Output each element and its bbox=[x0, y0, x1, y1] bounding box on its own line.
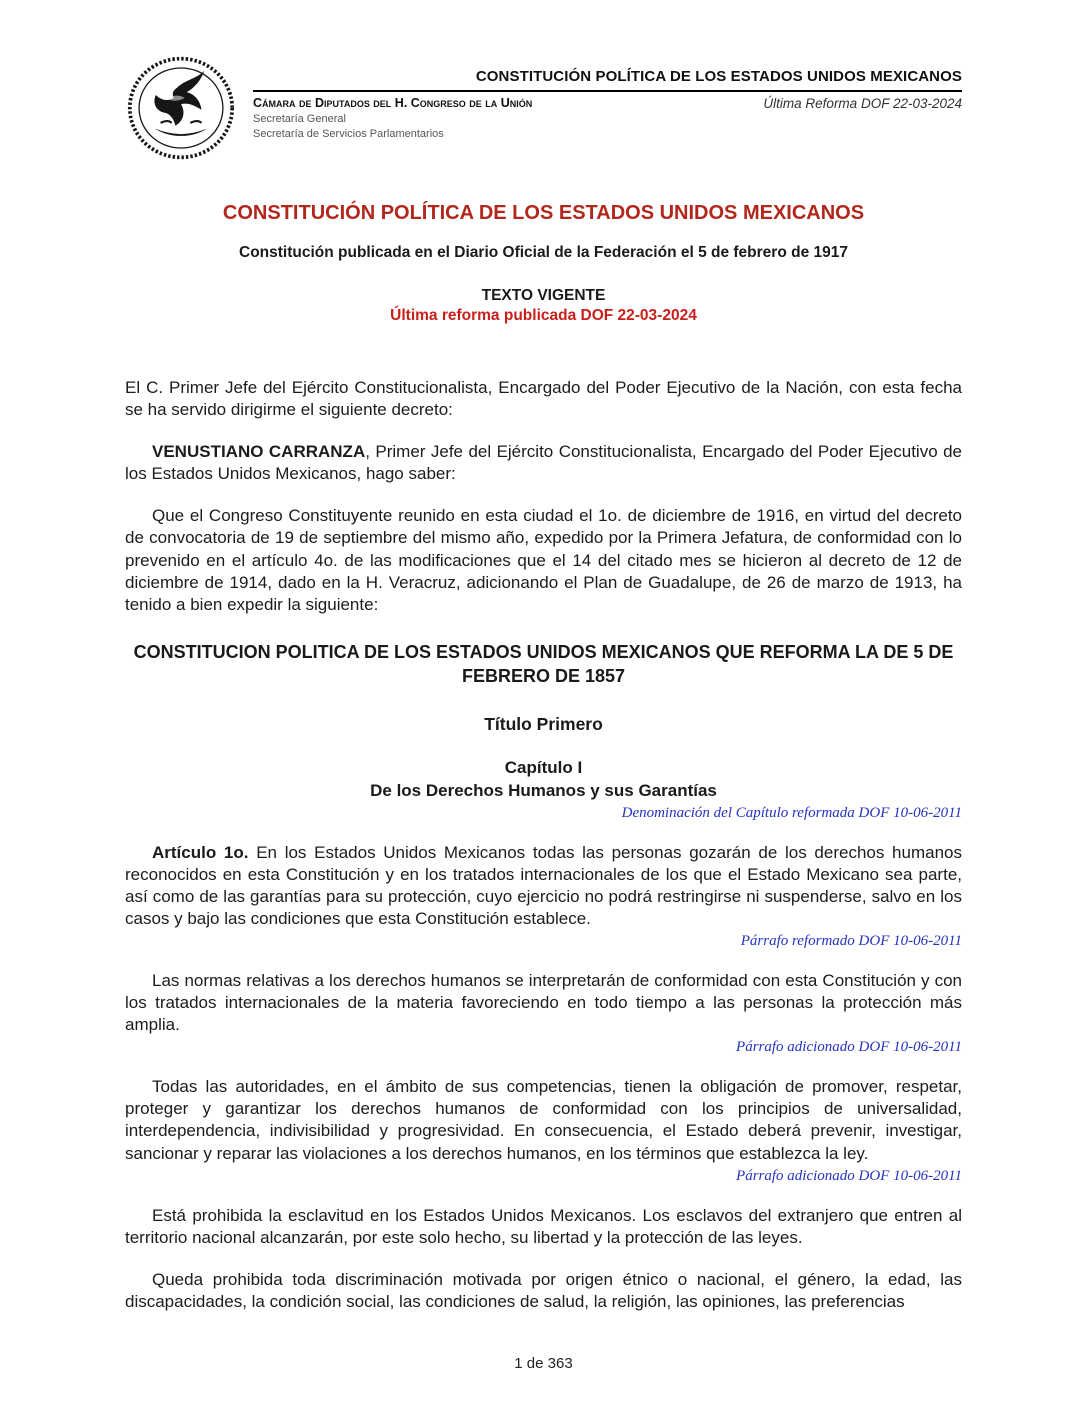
reform-annotation-p6: Párrafo adicionado DOF 10-06-2011 bbox=[736, 1167, 962, 1184]
secretariat-general: Secretaría General bbox=[253, 113, 346, 125]
carranza-name: VENUSTIANO CARRANZA bbox=[152, 442, 366, 462]
articulo-1-paragraph bbox=[125, 842, 962, 930]
reform-annotation-p5: Párrafo adicionado DOF 10-06-2011 bbox=[736, 1039, 962, 1056]
capitulo-subheading: De los Derechos Humanos y sus Garantías bbox=[370, 780, 717, 800]
ultima-reforma-label: Última reforma publicada DOF 22-03-2024 bbox=[390, 307, 697, 324]
mexican-coat-of-arms-icon bbox=[125, 54, 237, 162]
reform-annotation-art1: Párrafo reformado DOF 10-06-2011 bbox=[740, 933, 962, 949]
chamber-name: Cámara de Diputados del H. Congreso de la Unión bbox=[253, 96, 533, 110]
congress-paragraph: Que el Congreso Constituyente reunido en esta ciudad el 1o. de diciembre de 1916, en virtud del decreto de convocatoria de 19 de septiembre del mismo año, expedido por la Primera Jefatura, de conformidad con lo prevenido en el artículo 4o. de las modificaciones que el 14 del citado mes se hicieron al decreto de 12 de diciembre de 1914, dado en la H. Veracruz, adicionando el Plan de Guadalupe, de 26 de marzo de 1913, ha tenido a bien expedir la siguiente: bbox=[125, 506, 962, 614]
page-header bbox=[125, 54, 962, 162]
publication-note: Constitución publicada en el Diario Oficial de la Federación el 5 de febrero de 1917 bbox=[239, 244, 848, 261]
document-title: CONSTITUCIÓN POLÍTICA DE LOS ESTADOS UNIDOS MEXICANOS bbox=[222, 202, 865, 224]
discrimination-prohibition-paragraph: Queda prohibida toda discriminación motivada por origen étnico o nacional, el género, la edad, las discapacidades, la condición social, las condiciones de salud, la religión, las opiniones, las preferencias bbox=[125, 1269, 962, 1311]
authorities-obligations-paragraph: Todas las autoridades, en el ámbito de sus competencias, tienen la obligación de promover, respetar, proteger y garantizar los derechos humanos de conformidad con los principios de universalidad, interdependencia, indivisibilidad y progresividad. En consecuencia, el Estado deberá prevenir, investigar, sancionar y reparar las violaciones a los derechos humanos, en los términos que establezca la ley. bbox=[125, 1077, 962, 1163]
capitulo-heading-block bbox=[125, 757, 962, 801]
last-reform-note: Última Reforma DOF 22-03-2024 bbox=[763, 96, 962, 111]
page-number: 1 de 363 bbox=[514, 1355, 573, 1373]
issuing-body-block bbox=[253, 96, 532, 140]
articulo-1-label: Artículo 1o. bbox=[152, 842, 249, 862]
reform-annotation-capitulo: Denominación del Capítulo reformada DOF 10-06-2011 bbox=[621, 804, 962, 821]
intro-paragraph: El C. Primer Jefe del Ejército Constitucionalista, Encargado del Poder Ejecutivo de la Nación, con esta fecha se ha servido dirigirme el siguiente decreto: bbox=[125, 378, 962, 420]
header-sub-row bbox=[253, 96, 962, 140]
header-text-block bbox=[253, 54, 962, 140]
secretariat-services: Secretaría de Servicios Parlamentarios bbox=[253, 128, 444, 140]
header-doc-title: CONSTITUCIÓN POLÍTICA DE LOS ESTADOS UNIDOS MEXICANOS bbox=[253, 68, 962, 92]
capitulo-heading: Capítulo I bbox=[504, 758, 583, 778]
human-rights-interpretation-paragraph: Las normas relativas a los derechos humanos se interpretarán de conformidad con esta Constitución y con los tratados internacionales de la materia favoreciendo en todo tiempo a las personas la protección más amplia. bbox=[125, 971, 962, 1035]
decree-paragraph-text: , Primer Jefe del Ejército Constitucionalista, Encargado del Poder Ejecutivo de los Estados Unidos Mexicanos, hago saber: bbox=[125, 442, 963, 484]
slavery-prohibition-paragraph: Está prohibida la esclavitud en los Estados Unidos Mexicanos. Los esclavos del extranjero que entren al territorio nacional alcanzarán, por este solo hecho, su libertad y la protección de las leyes. bbox=[125, 1205, 962, 1247]
texto-vigente-label: TEXTO VIGENTE bbox=[481, 287, 606, 304]
constitution-1857-heading: CONSTITUCION POLITICA DE LOS ESTADOS UNIDOS MEXICANOS QUE REFORMA LA DE 5 DE FEBRERO DE 1857 bbox=[133, 641, 954, 687]
titulo-primero-heading: Título Primero bbox=[484, 714, 603, 735]
articulo-1-text: En los Estados Unidos Mexicanos todas las personas gozarán de los derechos humanos reconocidos en esta Constitución y en los tratados internacionales de los que el Estado Mexicano sea parte, así como de las garantías para su protección, cuyo ejercicio no podrá restringirse ni suspenderse, salvo en los casos y bajo las condiciones que esta Constitución establece. bbox=[125, 842, 962, 928]
decree-paragraph bbox=[125, 441, 962, 485]
